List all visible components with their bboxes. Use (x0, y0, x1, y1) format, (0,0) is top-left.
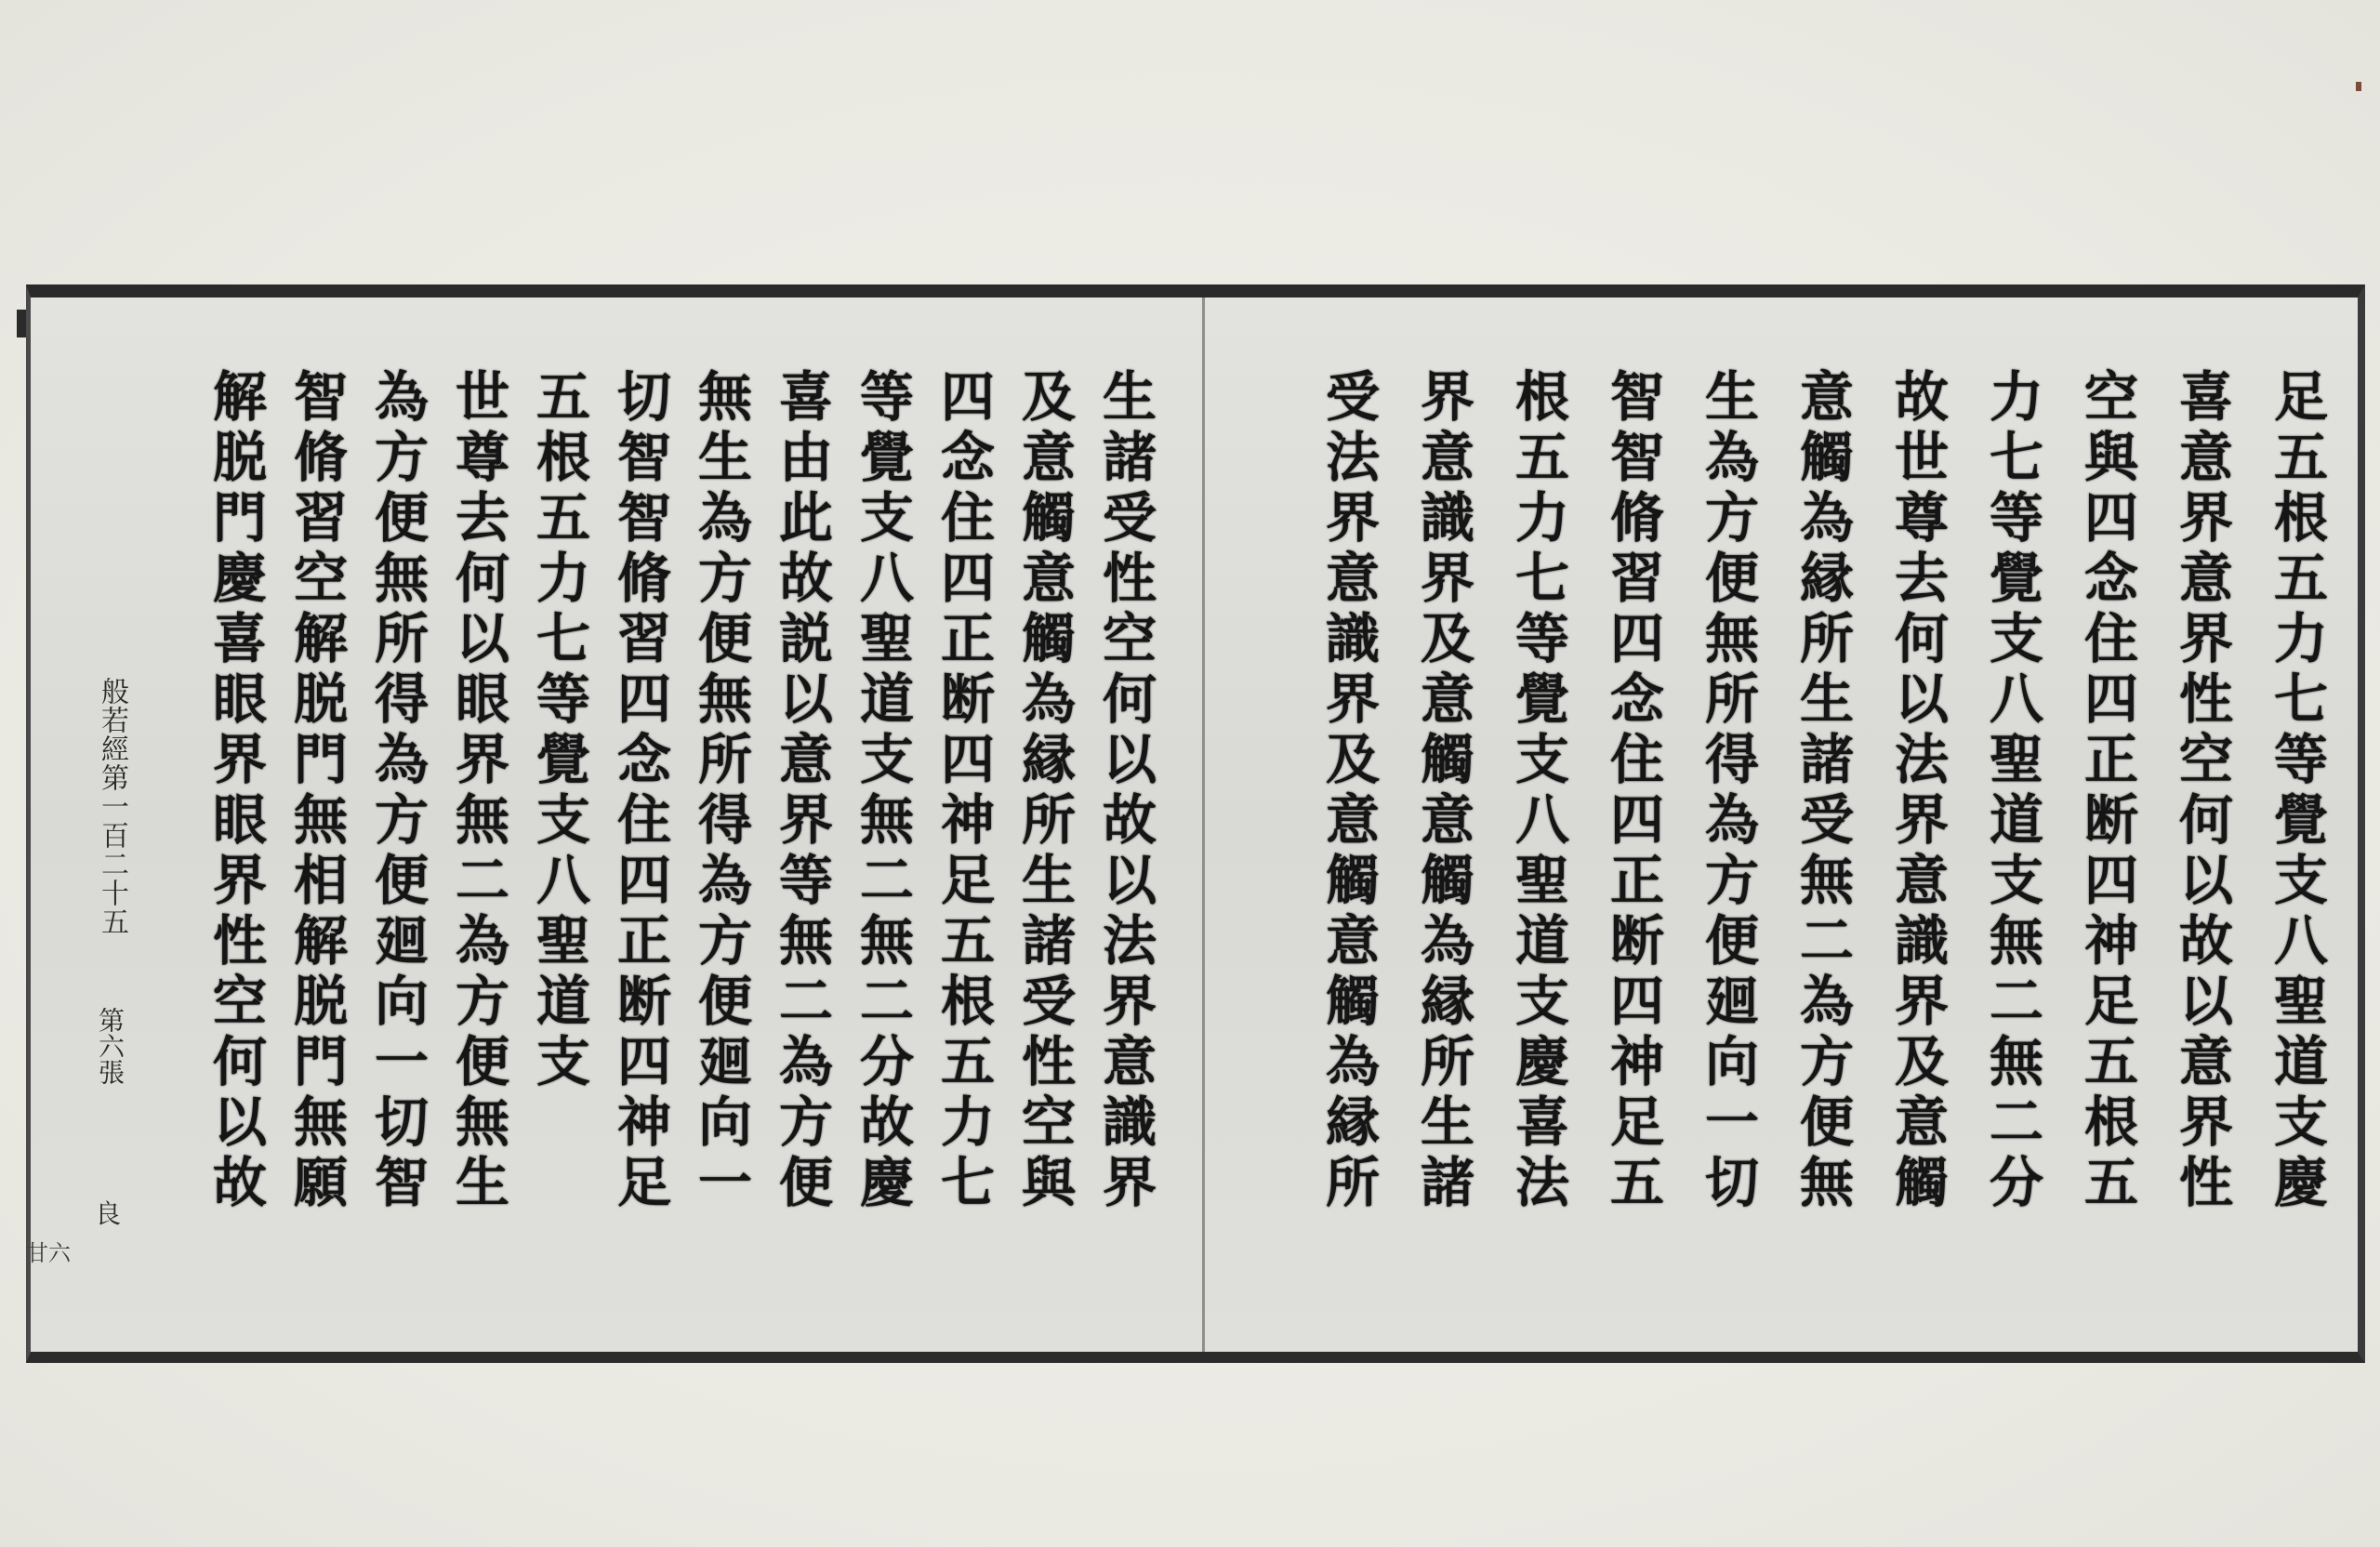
text-column-21: 為方便無所得為方便廻向一切智 (365, 368, 429, 1214)
text-column-6: 意觸為縁所生諸受無二為方便無 (1791, 368, 1854, 1214)
sutra-title-margin: 般若經第一百二十五 (96, 677, 128, 936)
text-column-16: 喜由此故説以意界等無二為方便 (770, 368, 833, 1214)
text-column-19: 五根五力七等覺支八聖道支 (527, 368, 590, 1093)
text-column-10: 界意識界及意觸意觸為縁所生諸 (1411, 368, 1474, 1214)
text-column-9: 根五力七等覺支八聖道支慶喜法 (1506, 368, 1569, 1214)
page-number-margin: 第六張 (95, 1007, 126, 1085)
corner-stain (2356, 82, 2361, 91)
text-column-20: 世尊去何以眼界無二為方便無生 (446, 368, 509, 1214)
margin-mark: 甘六 (26, 1240, 71, 1266)
text-column-17: 無生為方便無所得為方便廻向一 (689, 368, 752, 1214)
text-column-3: 空與四念住四正断四神足五根五 (2075, 368, 2138, 1214)
text-column-22: 智脩習空解脱門無相解脱門無願 (284, 368, 348, 1214)
text-column-12: 生諸受性空何以故以法界意識界 (1093, 368, 1157, 1214)
text-column-14: 四念住四正断四神足五根五力七 (932, 368, 995, 1214)
text-column-23: 解脱門慶喜眼界眼界性空何以故 (204, 368, 267, 1214)
frame-left-notch (17, 310, 26, 337)
text-column-8: 智智脩習四念住四正断四神足五 (1601, 368, 1664, 1214)
text-column-2: 喜意界意界性空何以故以意界性 (2170, 368, 2233, 1214)
text-column-13: 及意觸意觸為縁所生諸受性空與 (1012, 368, 1076, 1214)
text-column-1: 足五根五力七等覺支八聖道支慶 (2265, 368, 2328, 1214)
text-column-11: 受法界意識界及意觸意觸為縁所 (1316, 368, 1380, 1214)
text-column-5: 故世尊去何以法界意識界及意觸 (1885, 368, 1949, 1214)
center-fold-line (1202, 298, 1205, 1352)
text-column-7: 生為方便無所得為方便廻向一切 (1696, 368, 1759, 1214)
carver-name-margin: 良 (95, 1198, 122, 1229)
text-column-15: 等覺支八聖道支無二無二分故慶 (851, 368, 914, 1214)
text-column-18: 切智智脩習四念住四正断四神足 (608, 368, 671, 1214)
text-column-4: 力七等覺支八聖道支無二無二分 (1980, 368, 2043, 1214)
